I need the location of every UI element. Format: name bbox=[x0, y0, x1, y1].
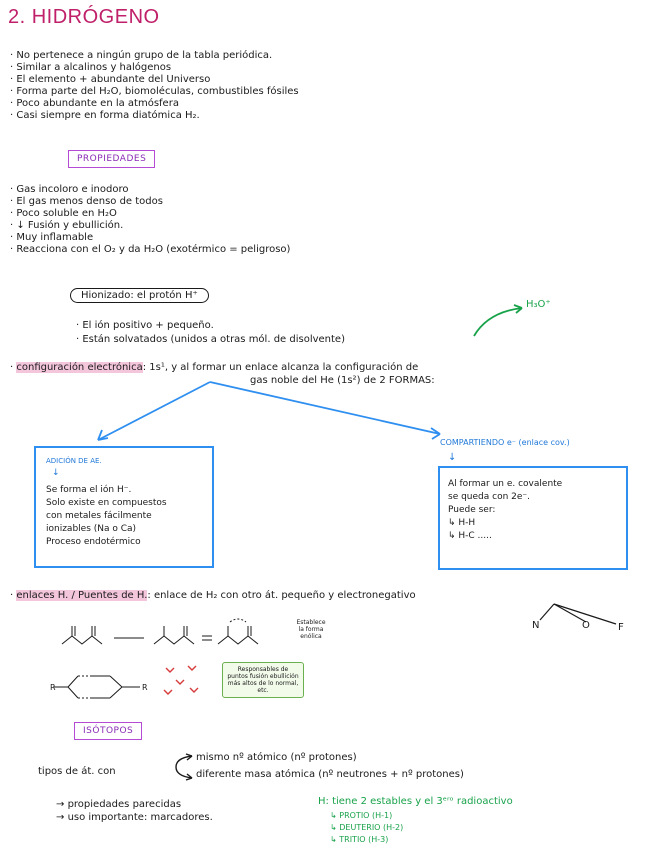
config-arrows bbox=[90, 376, 450, 446]
hbond-dimer-diagram bbox=[50, 664, 150, 710]
ion-note: · El ión positivo + pequeño. bbox=[76, 320, 214, 331]
propiedad-item: · El gas menos denso de todos bbox=[10, 196, 290, 208]
hionizado-pill: Hionizado: el protón H⁺ bbox=[70, 288, 209, 303]
intro-item: · Forma parte del H₂O, biomoléculas, combustibles fósiles bbox=[10, 86, 299, 98]
responsables-note: Responsables de puntos fusión ebullición más altos de lo normal, etc. bbox=[222, 662, 304, 698]
config-line-2: gas noble del He (1s²) de 2 FORMAS: bbox=[250, 375, 435, 386]
h-isotopes-head: H: tiene 2 estables y el 3ᵉʳᵒ radioactivo bbox=[318, 796, 513, 807]
element-f: F bbox=[618, 622, 624, 633]
propiedad-item: · Poco soluble en H₂O bbox=[10, 208, 290, 220]
propiedades-list bbox=[10, 184, 290, 256]
svg-text:R: R bbox=[142, 683, 148, 692]
propiedad-item: · Muy inflamable bbox=[10, 232, 290, 244]
svg-text:R: R bbox=[50, 683, 56, 692]
down-arrow-icon: ↓ bbox=[448, 452, 457, 463]
intro-item: · El elemento + abundante del Universo bbox=[10, 74, 299, 86]
tipos-prefix: tipos de át. con bbox=[38, 766, 116, 777]
enlaces-line: · enlaces H. / Puentes de H.: enlace de H₂ con otro át. pequeño y electronegativo bbox=[10, 590, 416, 601]
arrow-item: → propiedades parecidas bbox=[56, 799, 182, 810]
adicion-heading: ADICIÓN DE AE. bbox=[46, 457, 102, 465]
down-arrow-icon: ↓ bbox=[52, 468, 60, 478]
isotopos-tag: ISÓTOPOS bbox=[74, 722, 142, 740]
tautomer-diagram bbox=[58, 614, 278, 654]
intro-list bbox=[10, 50, 299, 122]
h3o-arrow bbox=[470, 300, 530, 340]
propiedad-item: · Reacciona con el O₂ y da H₂O (exotérmico = peligroso) bbox=[10, 244, 290, 256]
intro-item: · Casi siempre en forma diatómica H₂. bbox=[10, 110, 299, 122]
adicion-text: Se forma el ión H⁻. Solo existe en compuestos con metales fácilmente ionizables (Na o Ca) Proceso endotérmico bbox=[46, 485, 167, 547]
h-isotopes-list: ↳ PROTIO (H-1) ↳ DEUTERIO (H-2) ↳ TRITIO (H-3) bbox=[330, 811, 404, 844]
propiedades-tag: PROPIEDADES bbox=[68, 150, 155, 168]
brace-icon bbox=[172, 752, 194, 782]
propiedad-item: · ↓ Fusión y ebullición. bbox=[10, 220, 290, 232]
tipos-branch: diferente masa atómica (nº neutrones + nº protones) bbox=[196, 769, 464, 780]
arrow-item: → uso importante: marcadores. bbox=[56, 812, 213, 823]
tautomer-note: Establece la forma enólica bbox=[290, 616, 332, 643]
intro-item: · No pertenece a ningún grupo de la tabla periódica. bbox=[10, 50, 299, 62]
tipos-branch: mismo nº atómico (nº protones) bbox=[196, 752, 357, 763]
propiedad-item: · Gas incoloro e inodoro bbox=[10, 184, 290, 196]
compartiendo-heading: COMPARTIENDO e⁻ (enlace cov.) bbox=[440, 438, 570, 447]
water-cluster-icon bbox=[158, 662, 208, 702]
element-o: O bbox=[582, 620, 590, 631]
compartiendo-text: Al formar un e. covalente se queda con 2e⁻. Puede ser: ↳ H-H ↳ H-C ..... bbox=[448, 479, 563, 541]
page-title: 2. HIDRÓGENO bbox=[8, 6, 160, 28]
enlaces-highlight: enlaces H. / Puentes de H. bbox=[16, 590, 148, 601]
config-line-1: · configuración electrónica: 1s¹, y al formar un enlace alcanza la configuración de bbox=[10, 362, 419, 373]
intro-item: · Poco abundante en la atmósfera bbox=[10, 98, 299, 110]
intro-item: · Similar a alcalinos y halógenos bbox=[10, 62, 299, 74]
element-n: N bbox=[532, 620, 540, 631]
config-highlight: configuración electrónica bbox=[16, 362, 143, 373]
h3o-label: H₃O⁺ bbox=[526, 299, 551, 310]
ion-note: · Están solvatados (unidos a otras mól. de disolvente) bbox=[76, 334, 345, 345]
